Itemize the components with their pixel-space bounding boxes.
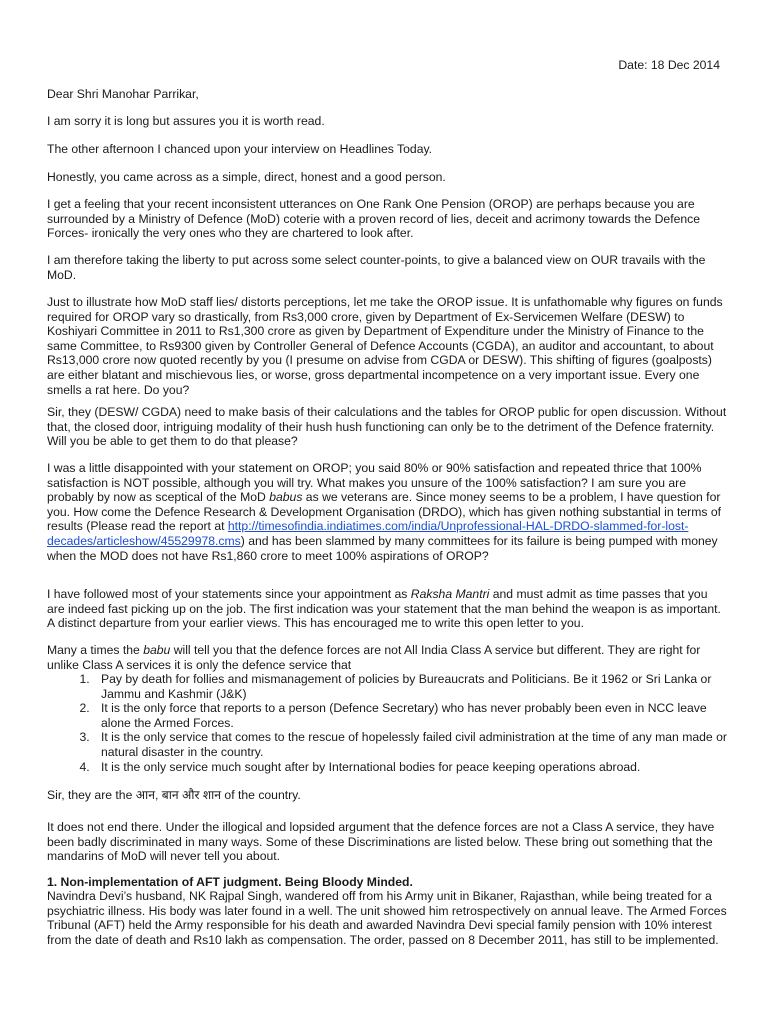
section-heading-1: 1. Non-implementation of AFT judgment. Being Bloody Minded. — [47, 875, 413, 889]
paragraph-5: I am therefore taking the liberty to put across some select counter-points, to give a balanced view on OUR travails with the MoD. — [47, 253, 706, 282]
list-item: 1. Pay by death for follies and mismanagement of policies by Bureaucrats and Politicians. Be it 1962 or Sri Lanka or Jammu and Kashmir (J&K) — [93, 672, 728, 701]
paragraph-6: Just to illustrate how MoD staff lies/ distorts perceptions, let me take the OROP issue. It is unfathomable why figures on funds required for OROP vary so drastically, from Rs3,000 crore, given by Department of Ex-Servicemen Welfare (DESW) to Koshiyari Committee in 2011 to Rs1,300 crore as given by Department of Expenditure under the Ministry of Finance to the same Committee, to Rs9300 given by Controller General of Defence Accounts (CGDA), an auditor and accountant, to about Rs13,000 crore now quoted recently by you (I presume on advise from CGDA or DESW). This shifting of figures (goalposts) are either blatant and mischievous lies, or worse, gross departmental incompetence on a very important issue. Every one smells a rat here. Do you? — [47, 295, 723, 397]
paragraph-12: It does not end there. Under the illogical and lopsided argument that the defence forces are not a Class A service, they have been badly discriminated in many ways. Some of these Discriminations are listed below. These bring out something that the mandarins of MoD will never tell you about. — [47, 820, 715, 864]
paragraph-9 — [47, 587, 728, 631]
paragraph-8-text-b: as we veterans are. Since money seems to be a problem, I have question for you. How come the Defence Research & Development Organisation (DRDO), which has given nothing substantial in terms of results (Please read the report at — [47, 490, 722, 534]
paragraph-13: Navindra Devi’s husband, NK Rajpal Singh, wandered off from his Army unit in Bikaner, Rajasthan, while being treated for a psychiatric illness. His body was later found in a well. The unit showed him retrospectively on annual leave. The Armed Forces Tribunal (AFT) held the Army responsible for his death and awarded Navindra Devi special family pension with 10% interest from the date of death and Rs10 lakh as compensation. The order, passed on 8 December 2011, has still to be implemented. — [47, 889, 727, 947]
paragraph-2: The other afternoon I chanced upon your interview on Headlines Today. — [47, 142, 433, 156]
paragraph-3: Honestly, you came across as a simple, direct, honest and a good person. — [47, 170, 446, 184]
paragraph-4: I get a feeling that your recent inconsistent utterances on One Rank One Pension (OROP) are perhaps because you are surrounded by a Ministry of Defence (MoD) coterie with a proven record of lies, deceit and acrimony towards the Defence Forces- ironically the very ones who they are chartered to look after. — [47, 197, 701, 241]
babus-term: babus — [269, 490, 303, 505]
list-item: 2. It is the only force that reports to a person (Defence Secretary) who has never probably been even in NCC leave alone the Armed Forces. — [93, 701, 728, 730]
paragraph-10 — [47, 643, 728, 672]
salutation: Dear Shri Manohar Parrikar, — [47, 87, 199, 101]
paragraph-8-text-a: I was a little disappointed with your statement on OROP; you said 80% or 90% satisfaction and repeated thrice that 100% satisfaction is NOT possible, although you will try. What makes you unsure of the 100% satisfaction? I am sure you are probably by now as sceptical of the MoD — [47, 461, 702, 505]
paragraph-10-text-a: Many a times the — [47, 643, 144, 657]
paragraph-8-text-c: ) and has been slammed by many committees for its failure is being pumped with money when the MOD does not have Rs1,860 crore to meet 100% aspirations of OROP? — [47, 533, 718, 563]
list-item: 3. It is the only service that comes to the rescue of hopelessly failed civil administration at the time of any man made or natural disaster in the country. — [93, 730, 728, 759]
paragraph-11: Sir, they are the आन, बान और शान of the country. — [47, 788, 301, 802]
discrimination-list — [47, 672, 728, 774]
raksha-mantri-term: Raksha Mantri — [410, 587, 490, 601]
paragraph-8 — [47, 461, 728, 563]
babu-term: babu — [143, 643, 171, 657]
paragraph-1: I am sorry it is long but assures you it is worth read. — [47, 114, 325, 128]
paragraph-7: Sir, they (DESW/ CGDA) need to make basis of their calculations and the tables for OROP public for open discussion. Without that, the closed door, intriguing modality of their hush hush functioning can only be to the detriment of the Defence fraternity. Will you be able to get them to do that please? — [47, 405, 727, 449]
letter-date: Date: 18 Dec 2014 — [618, 58, 720, 72]
paragraph-10-text-b: will tell you that the defence forces are not All India Class A service but different. They are right for unlike Class A services it is only the defence service that — [47, 643, 701, 672]
paragraph-9-text-a: I have followed most of your statements since your appointment as — [47, 587, 411, 601]
paragraph-9-text-b: and must admit as time passes that you are indeed fast picking up on the job. The first indication was your statement that the man behind the weapon is as important. A distinct departure from your earlier views. This has encouraged me to write this open letter to you. — [47, 587, 721, 631]
list-item: 4. It is the only service much sought after by International bodies for peace keeping operations abroad. — [93, 760, 728, 775]
drdo-report-link[interactable]: http://timesofindia.indiatimes.com/india/Unprofessional-HAL-DRDO-slammed-for-lost-decades/articleshow/45529978.cms — [47, 519, 689, 548]
